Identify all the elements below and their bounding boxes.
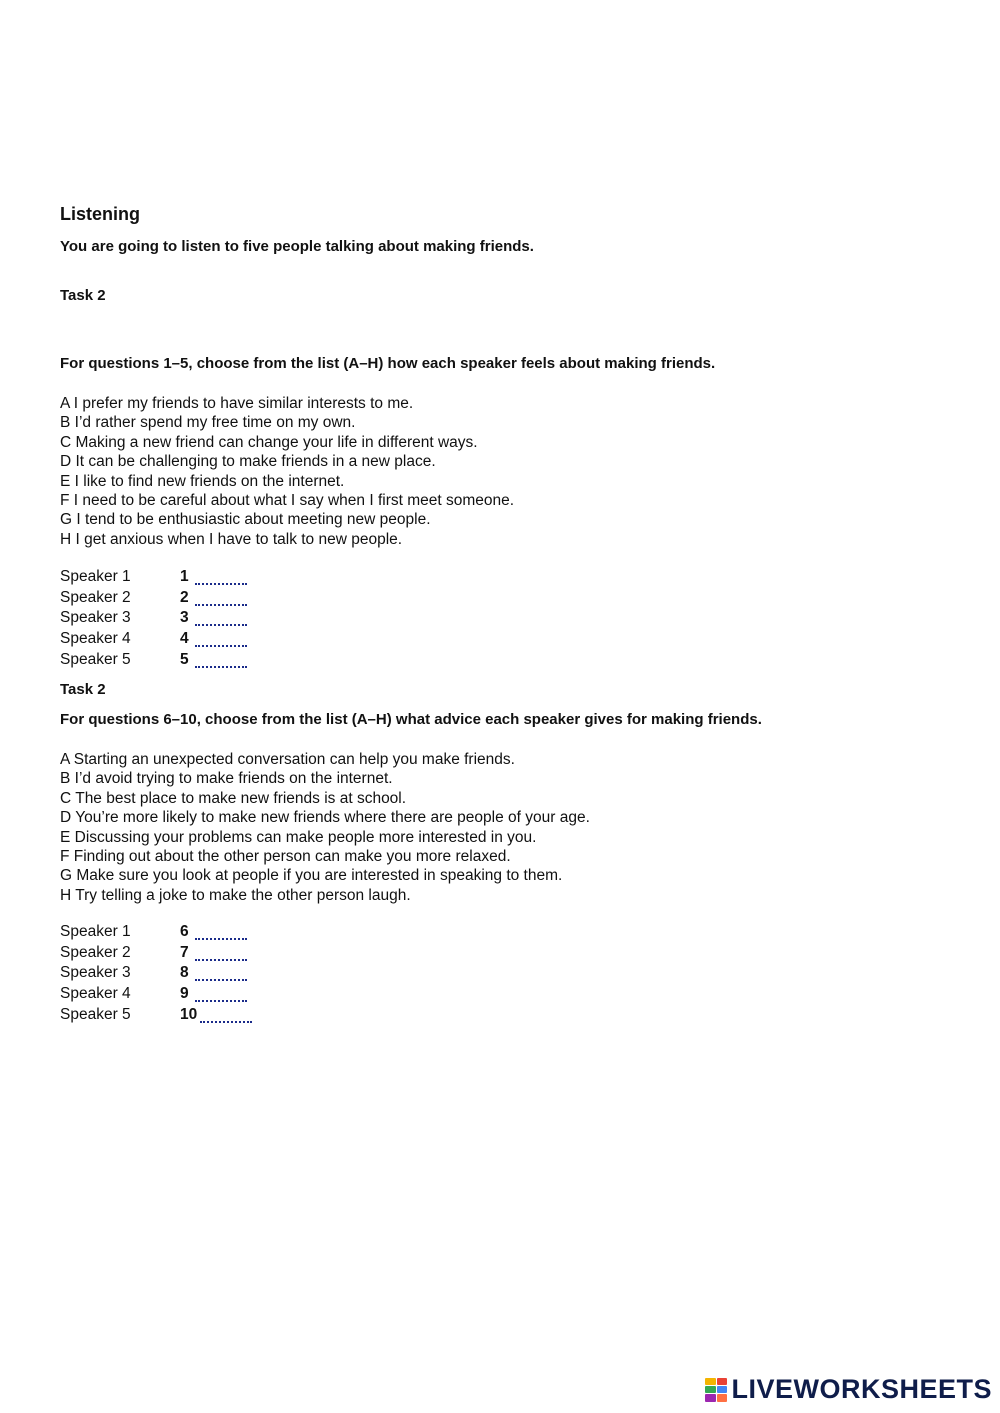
speaker-label: Speaker 5	[60, 650, 131, 668]
option-g: G Make sure you look at people if you are interested in speaking to them.	[60, 867, 563, 885]
logo-text: LIVEWORKSHEETS	[731, 1374, 992, 1404]
answer-row	[60, 1005, 252, 1026]
logo-tile	[717, 1394, 728, 1401]
option-a: A Starting an unexpected conversation can help you make friends.	[60, 751, 515, 768]
instruction-1: For questions 1–5, choose from the list (A–H) how each speaker feels about making friends.	[60, 355, 716, 372]
option-f: F Finding out about the other person can make you more relaxed.	[60, 847, 511, 865]
question-number: 7	[180, 943, 189, 961]
page-title: Listening	[60, 204, 140, 224]
answer-row	[60, 588, 247, 609]
logo-tile	[705, 1386, 716, 1393]
answer-row	[60, 922, 252, 943]
instruction-2: For questions 6–10, choose from the list (A–H) what advice each speaker gives for making friends.	[60, 711, 762, 728]
logo-tile	[717, 1378, 728, 1385]
question-number: 4	[180, 630, 189, 648]
answer-row	[60, 567, 247, 588]
answer-input-4[interactable]	[195, 631, 247, 647]
speaker-label: Speaker 2	[60, 943, 131, 961]
question-number: 8	[180, 964, 189, 982]
answer-row	[60, 943, 252, 964]
answer-list-2	[60, 922, 252, 1025]
question-number: 3	[180, 609, 189, 627]
answer-input-8[interactable]	[195, 965, 247, 981]
option-a: A I prefer my friends to have similar interests to me.	[60, 395, 414, 412]
logo-tile	[717, 1386, 728, 1393]
answer-input-5[interactable]	[195, 652, 247, 668]
task-label-1: Task 2	[60, 287, 106, 304]
option-h: H Try telling a joke to make the other person laugh.	[60, 886, 411, 904]
question-number: 6	[180, 923, 189, 940]
answer-input-6[interactable]	[195, 924, 247, 940]
question-number: 1	[180, 568, 189, 585]
question-number: 5	[180, 650, 189, 668]
option-e: E Discussing your problems can make people more interested in you.	[60, 828, 537, 846]
options-list-2	[60, 750, 590, 905]
option-c: C Making a new friend can change your life in different ways.	[60, 433, 478, 451]
options-list-1	[60, 394, 514, 549]
liveworksheets-logo	[705, 1374, 992, 1405]
answer-row	[60, 984, 252, 1005]
question-number: 10	[180, 1005, 198, 1023]
answer-input-10[interactable]	[200, 1007, 252, 1023]
logo-tile	[705, 1378, 716, 1385]
option-h: H I get anxious when I have to talk to new people.	[60, 530, 403, 548]
option-b: B I’d avoid trying to make friends on the internet.	[60, 770, 393, 788]
logo-mark-icon	[705, 1378, 727, 1402]
option-c: C The best place to make new friends is at school.	[60, 789, 407, 807]
question-number: 9	[180, 985, 189, 1003]
speaker-label: Speaker 3	[60, 964, 131, 982]
answer-row	[60, 608, 247, 629]
option-e: E I like to find new friends on the internet.	[60, 472, 345, 490]
speaker-label: Speaker 3	[60, 609, 131, 627]
speaker-label: Speaker 2	[60, 588, 131, 606]
answer-input-2[interactable]	[195, 590, 247, 606]
question-number: 2	[180, 588, 189, 606]
speaker-label: Speaker 5	[60, 1005, 131, 1023]
task-label-2: Task 2	[60, 681, 106, 698]
answer-row	[60, 629, 247, 650]
option-d: D It can be challenging to make friends in a new place.	[60, 453, 436, 471]
option-d: D You’re more likely to make new friends where there are people of your age.	[60, 809, 590, 827]
speaker-label: Speaker 1	[60, 923, 131, 940]
speaker-label: Speaker 1	[60, 568, 131, 585]
option-g: G I tend to be enthusiastic about meeting new people.	[60, 511, 431, 529]
answer-row	[60, 650, 247, 671]
logo-tile	[705, 1394, 716, 1401]
answer-input-3[interactable]	[195, 610, 247, 626]
option-f: F I need to be careful about what I say when I first meet someone.	[60, 491, 515, 509]
answer-row	[60, 963, 252, 984]
intro-text: You are going to listen to five people talking about making friends.	[60, 238, 534, 255]
answer-input-7[interactable]	[195, 945, 247, 961]
answer-input-1[interactable]	[195, 569, 247, 585]
speaker-label: Speaker 4	[60, 985, 131, 1003]
speaker-label: Speaker 4	[60, 630, 131, 648]
option-b: B I’d rather spend my free time on my own.	[60, 414, 356, 432]
answer-input-9[interactable]	[195, 986, 247, 1002]
answer-list-1	[60, 567, 247, 670]
